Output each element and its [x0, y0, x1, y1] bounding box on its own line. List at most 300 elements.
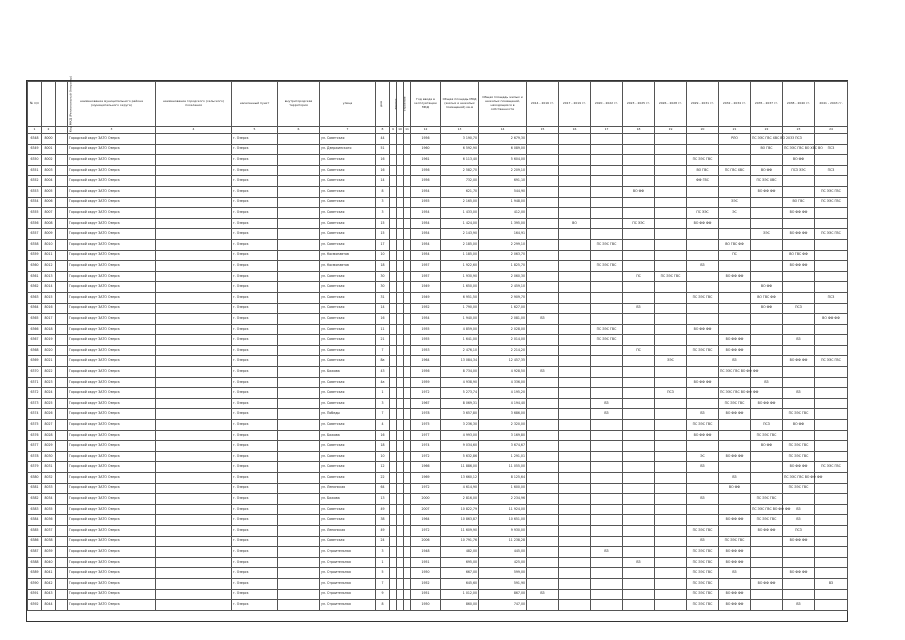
table-cell — [527, 430, 559, 441]
table-cell: г. Озерск — [232, 494, 278, 505]
column-number: 20 — [687, 127, 719, 134]
table-cell — [527, 292, 559, 303]
table-cell: ПС ЭЭС ГВС — [591, 261, 623, 272]
table-cell: Городской округ ЗАТО Озерск — [68, 356, 156, 367]
header-row — [28, 82, 848, 127]
table-cell: 6356 — [28, 218, 42, 229]
table-cell — [527, 208, 559, 219]
table-cell: ВО ФФ ФФ — [719, 345, 751, 356]
hdr-intra-city: внутригородская территория — [278, 82, 320, 127]
table-cell: ПС ЭЭС ГВС — [751, 515, 783, 526]
table-cell: 6388 — [28, 557, 42, 568]
table-cell: ВО ФФ ФФ — [751, 578, 783, 589]
table-cell: Городской округ ЗАТО Озерск — [68, 186, 156, 197]
table-cell: ПС ЭЭС ГВС — [751, 494, 783, 505]
table-cell: 1956 — [411, 367, 441, 378]
table-cell — [559, 208, 591, 219]
table-row — [28, 229, 848, 240]
table-cell — [527, 356, 559, 367]
table-cell — [559, 144, 591, 155]
table-cell — [623, 197, 655, 208]
table-cell — [559, 335, 591, 346]
table-cell — [559, 494, 591, 505]
table-cell — [278, 430, 320, 441]
table-cell — [397, 356, 404, 367]
table-cell: 6392 — [28, 600, 42, 611]
table-cell — [397, 186, 404, 197]
table-cell — [783, 271, 815, 282]
table-cell — [278, 239, 320, 250]
table-cell — [751, 568, 783, 579]
table-cell — [783, 557, 815, 568]
table-cell — [815, 271, 848, 282]
table-cell — [390, 420, 397, 431]
table-cell: 6373 — [28, 398, 42, 409]
table-row — [28, 186, 848, 197]
table-cell — [815, 409, 848, 420]
table-cell: 1966 — [411, 462, 441, 473]
table-cell: г. Озерск — [232, 430, 278, 441]
table-cell — [390, 367, 397, 378]
table-cell — [591, 345, 623, 356]
table-cell: 860,00 — [441, 600, 479, 611]
table-cell — [751, 589, 783, 600]
table-cell — [390, 557, 397, 568]
table-row — [28, 557, 848, 568]
table-cell — [783, 494, 815, 505]
table-cell — [56, 314, 68, 325]
table-cell — [527, 282, 559, 293]
table-cell — [390, 536, 397, 547]
table-cell: 1 291,01 — [479, 451, 527, 462]
table-cell: 8025 — [42, 398, 56, 409]
table-cell — [591, 525, 623, 536]
table-cell — [156, 578, 232, 589]
table-cell: г. Озерск — [232, 155, 278, 166]
table-cell: 1954 — [411, 314, 441, 325]
table-cell: ВЗ — [783, 600, 815, 611]
table-cell — [655, 568, 687, 579]
table-cell — [751, 335, 783, 346]
table-cell: г. Озерск — [232, 356, 278, 367]
table-cell — [527, 525, 559, 536]
table-cell — [56, 473, 68, 484]
table-cell — [278, 600, 320, 611]
table-cell: 8022 — [42, 367, 56, 378]
table-cell — [404, 335, 411, 346]
table-cell: 9 034,60 — [441, 441, 479, 452]
table-cell: 691,10 — [479, 176, 527, 187]
table-cell — [56, 282, 68, 293]
table-cell: г. Озерск — [232, 409, 278, 420]
table-row — [28, 515, 848, 526]
hdr-korpus: корпус — [390, 82, 397, 127]
table-cell — [278, 186, 320, 197]
table-cell — [559, 356, 591, 367]
hdr-period: 2023 - 2025 гг. — [623, 82, 655, 127]
table-cell — [559, 398, 591, 409]
table-cell — [783, 292, 815, 303]
table-cell — [719, 144, 751, 155]
table-cell — [156, 176, 232, 187]
table-cell — [591, 589, 623, 600]
table-cell — [527, 271, 559, 282]
table-cell: 8 069,31 — [441, 398, 479, 409]
table-cell — [156, 250, 232, 261]
table-cell — [278, 367, 320, 378]
table-cell — [527, 441, 559, 452]
table-cell — [815, 536, 848, 547]
table-cell — [687, 186, 719, 197]
table-cell — [751, 409, 783, 420]
table-cell: 3 657,80 — [441, 409, 479, 420]
table-cell — [527, 239, 559, 250]
table-cell — [527, 197, 559, 208]
table-cell — [527, 176, 559, 187]
table-cell: ул. Советская — [320, 515, 376, 526]
column-number: 14 — [479, 127, 527, 134]
table-row — [28, 451, 848, 462]
table-cell — [278, 282, 320, 293]
table-cell — [56, 420, 68, 431]
table-cell — [655, 165, 687, 176]
table-row — [28, 504, 848, 515]
table-cell: ПС ЭЭС ГВС — [687, 589, 719, 600]
table-cell — [623, 494, 655, 505]
table-cell — [527, 388, 559, 399]
table-cell: 8019 — [42, 335, 56, 346]
table-cell — [527, 144, 559, 155]
table-cell: 6385 — [28, 525, 42, 536]
hdr-period: 2029 - 2031 гг. — [687, 82, 719, 127]
table-cell — [655, 134, 687, 145]
table-cell: ВО ФФ — [751, 165, 783, 176]
table-cell — [751, 536, 783, 547]
table-cell: ПС ГВС ХВС — [719, 165, 751, 176]
table-cell: Городской округ ЗАТО Озерск — [68, 462, 156, 473]
table-cell: 6383 — [28, 504, 42, 515]
table-cell: ПС ЭЭС ГВС — [687, 420, 719, 431]
column-number: 19 — [655, 127, 687, 134]
table-cell: ул. Советская — [320, 165, 376, 176]
table-cell — [397, 568, 404, 579]
table-cell: Городской округ ЗАТО Озерск — [68, 218, 156, 229]
table-cell: 8017 — [42, 314, 56, 325]
table-cell — [404, 144, 411, 155]
table-cell — [278, 261, 320, 272]
table-cell: Городской округ ЗАТО Озерск — [68, 589, 156, 600]
table-cell: 10 651,00 — [479, 515, 527, 526]
table-cell — [655, 504, 687, 515]
table-cell: ВЗ — [719, 473, 751, 484]
table-cell — [591, 557, 623, 568]
table-cell — [815, 303, 848, 314]
table-cell: г. Озерск — [232, 239, 278, 250]
table-cell: г. Озерск — [232, 547, 278, 558]
table-cell: ВО ГВС ФФ — [719, 239, 751, 250]
table-cell — [655, 303, 687, 314]
table-cell: 1956 — [411, 134, 441, 145]
table-cell — [397, 547, 404, 558]
table-cell — [278, 547, 320, 558]
table-cell — [527, 398, 559, 409]
table-cell: ПС ЭЭС ГВС — [687, 578, 719, 589]
table-cell — [404, 155, 411, 166]
table-cell: г. Озерск — [232, 420, 278, 431]
table-cell — [655, 600, 687, 611]
table-cell — [623, 229, 655, 240]
table-cell — [783, 186, 815, 197]
table-cell — [559, 229, 591, 240]
table-cell: Городской округ ЗАТО Озерск — [68, 547, 156, 558]
table-cell: ул. Советская — [320, 218, 376, 229]
table-cell: 591,90 — [479, 578, 527, 589]
table-cell: ПС ЭЭС ГВС ВО ФФ ФФ — [751, 504, 783, 515]
table-cell — [390, 134, 397, 145]
table-cell — [591, 483, 623, 494]
table-cell: Городской округ ЗАТО Озерск — [68, 239, 156, 250]
table-cell: ул. Советская — [320, 536, 376, 547]
table-cell — [559, 292, 591, 303]
table-cell: ЭС — [719, 208, 751, 219]
table-cell: ПС ЭЭС ГВС — [783, 409, 815, 420]
table-cell: ВЗ — [783, 388, 815, 399]
table-cell — [815, 134, 848, 145]
table-cell: 8030 — [42, 451, 56, 462]
table-cell — [390, 335, 397, 346]
table-cell: 2 081,00 — [479, 314, 527, 325]
table-cell — [559, 420, 591, 431]
table-cell: ВЗ — [783, 335, 815, 346]
table-cell — [559, 282, 591, 293]
table-row — [28, 345, 848, 356]
table-cell: 51 — [376, 144, 390, 155]
table-cell — [56, 388, 68, 399]
table-cell — [397, 578, 404, 589]
table-cell — [156, 155, 232, 166]
table-cell: Городской округ ЗАТО Озерск — [68, 197, 156, 208]
table-cell: ВЗ — [591, 409, 623, 420]
table-cell: Городской округ ЗАТО Озерск — [68, 314, 156, 325]
table-cell: 1967 — [411, 398, 441, 409]
table-cell — [397, 176, 404, 187]
table-cell: РЛО — [719, 134, 751, 145]
table-cell: 599,00 — [479, 568, 527, 579]
table-row — [28, 377, 848, 388]
table-cell: ВЗ — [623, 303, 655, 314]
table-cell — [278, 134, 320, 145]
table-cell: 3 169,80 — [479, 430, 527, 441]
table-cell: ул. Советская — [320, 441, 376, 452]
table-cell: 8036 — [42, 515, 56, 526]
table-cell — [404, 250, 411, 261]
table-cell — [623, 165, 655, 176]
table-cell: 10 — [376, 451, 390, 462]
table-cell: ПС ЭЭС ГВС — [783, 483, 815, 494]
table-cell — [559, 547, 591, 558]
table-cell — [156, 324, 232, 335]
table-cell: ул. Строительная — [320, 568, 376, 579]
table-cell: г. Озерск — [232, 451, 278, 462]
table-cell: 6361 — [28, 271, 42, 282]
table-cell: ул. Ленинская — [320, 525, 376, 536]
table-cell: Городской округ ЗАТО Озерск — [68, 377, 156, 388]
table-cell — [815, 261, 848, 272]
table-cell — [56, 367, 68, 378]
table-row — [28, 547, 848, 558]
table-cell — [527, 409, 559, 420]
table-cell: ул. Советская — [320, 335, 376, 346]
table-cell: Городской округ ЗАТО Озерск — [68, 536, 156, 547]
table-cell: 621,70 — [441, 186, 479, 197]
table-cell: 1952 — [411, 578, 441, 589]
table-cell: 1964 — [411, 515, 441, 526]
table-cell — [751, 239, 783, 250]
table-cell — [390, 303, 397, 314]
table-cell — [278, 568, 320, 579]
table-cell: ВЗ — [591, 547, 623, 558]
table-cell: ПС ЭЭС ГВС — [815, 356, 848, 367]
table-cell — [719, 282, 751, 293]
table-cell — [156, 409, 232, 420]
table-cell: 6355 — [28, 208, 42, 219]
table-cell — [56, 197, 68, 208]
table-cell — [623, 600, 655, 611]
table-cell — [56, 303, 68, 314]
table-cell — [783, 239, 815, 250]
table-cell — [278, 377, 320, 388]
table-cell — [815, 568, 848, 579]
table-cell: 445,00 — [479, 547, 527, 558]
table-cell — [623, 483, 655, 494]
table-cell — [623, 367, 655, 378]
table-cell: 13 — [376, 494, 390, 505]
table-cell — [404, 165, 411, 176]
table-cell: 6348 — [28, 134, 42, 145]
table-cell — [156, 483, 232, 494]
table-cell — [278, 271, 320, 282]
table-cell — [404, 451, 411, 462]
table-cell — [591, 504, 623, 515]
table-cell: 30 — [376, 271, 390, 282]
table-cell: ПС ЭЭС ГВС ХВС ВО 2033 — [751, 134, 783, 145]
table-cell — [559, 377, 591, 388]
table-cell: ПС ЭЭС — [687, 208, 719, 219]
table-cell — [56, 568, 68, 579]
table-cell: 1 395,00 — [479, 218, 527, 229]
table-cell: ВО ФФ ФФ — [783, 208, 815, 219]
table-cell — [278, 441, 320, 452]
table-cell: 1954 — [411, 186, 441, 197]
table-cell: Городской округ ЗАТО Озерск — [68, 430, 156, 441]
table-cell: ул. Советская — [320, 398, 376, 409]
table-cell: 8 — [376, 186, 390, 197]
table-cell: 8023 — [42, 377, 56, 388]
table-cell: г. Озерск — [232, 388, 278, 399]
table-cell — [278, 388, 320, 399]
table-cell — [655, 144, 687, 155]
table-cell: 1951 — [411, 589, 441, 600]
table-cell — [56, 218, 68, 229]
table-cell: ул. Советская — [320, 197, 376, 208]
table-cell — [156, 218, 232, 229]
table-cell: 6365 — [28, 314, 42, 325]
table-cell — [397, 250, 404, 261]
table-cell: 6372 — [28, 388, 42, 399]
table-cell — [404, 218, 411, 229]
table-cell: ПСЗ — [655, 388, 687, 399]
table-cell — [623, 144, 655, 155]
table-cell: ВО ФФ ФФ — [719, 451, 751, 462]
table-cell: Городской округ ЗАТО Озерск — [68, 568, 156, 579]
table-cell — [623, 420, 655, 431]
table-cell — [390, 356, 397, 367]
table-cell: ВЗ — [527, 314, 559, 325]
column-number: 17 — [591, 127, 623, 134]
table-cell: г. Озерск — [232, 176, 278, 187]
table-cell: ПС ЭЭС — [623, 218, 655, 229]
table-cell — [719, 441, 751, 452]
table-cell — [404, 239, 411, 250]
table-cell — [815, 218, 848, 229]
table-cell — [655, 473, 687, 484]
table-cell: г. Озерск — [232, 250, 278, 261]
table-cell: ул. Советская — [320, 388, 376, 399]
table-cell: 164,91 — [479, 229, 527, 240]
table-cell: г. Озерск — [232, 165, 278, 176]
table-cell — [559, 239, 591, 250]
table-cell — [156, 197, 232, 208]
table-cell: 2 234,96 — [479, 494, 527, 505]
table-cell — [278, 144, 320, 155]
table-cell — [687, 239, 719, 250]
table-cell: ВО ФФ ФФ — [687, 430, 719, 441]
table-cell: Городской округ ЗАТО Озерск — [68, 324, 156, 335]
table-cell: 6379 — [28, 462, 42, 473]
table-cell: 1957 — [411, 271, 441, 282]
table-cell: ПСЗ — [815, 292, 848, 303]
table-cell: ул. Строительная — [320, 600, 376, 611]
table-cell — [397, 282, 404, 293]
table-cell: ул. Бажова — [320, 430, 376, 441]
table-cell — [783, 377, 815, 388]
table-cell — [397, 430, 404, 441]
table-cell — [404, 462, 411, 473]
table-cell — [559, 134, 591, 145]
table-cell: ПС ЭЭС ГВС ВО ФФ ФФ — [783, 473, 815, 484]
table-cell: 6368 — [28, 345, 42, 356]
table-cell — [815, 388, 848, 399]
column-number: 22 — [751, 127, 783, 134]
table-cell: Городской округ ЗАТО Озерск — [68, 335, 156, 346]
table-cell — [390, 589, 397, 600]
table-cell: г. Озерск — [232, 568, 278, 579]
table-cell: ВО ФФ ФФ — [719, 547, 751, 558]
table-cell: 2 060,30 — [479, 271, 527, 282]
table-cell — [156, 589, 232, 600]
table-cell — [591, 186, 623, 197]
hdr-blank — [56, 82, 68, 127]
table-cell: 8018 — [42, 324, 56, 335]
table-cell — [397, 239, 404, 250]
table-cell — [527, 155, 559, 166]
table-cell — [655, 536, 687, 547]
table-cell — [390, 176, 397, 187]
table-cell — [655, 186, 687, 197]
table-cell: ул. Советская — [320, 504, 376, 515]
table-cell — [527, 303, 559, 314]
table-cell — [156, 388, 232, 399]
